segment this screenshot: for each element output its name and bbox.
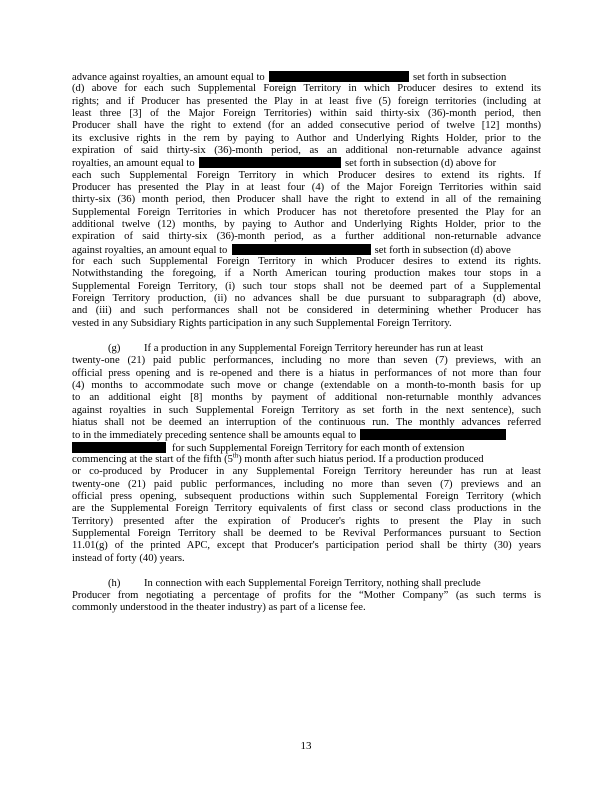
redaction-box bbox=[199, 157, 341, 168]
text-line: expiration of said thirty-six (36)-month period, as a further additional non-returnable advance bbox=[72, 231, 541, 242]
text-line: vested in any Subsidiary Rights participation in any such Supplemental Foreign Territory. bbox=[72, 318, 452, 329]
text-line: Foreign Territory production, (ii) no advances shall be due pursuant to subparagraph (d) above, bbox=[72, 293, 541, 304]
text-line: to an additional eight [8] months by payment of additional non-returnable monthly advances bbox=[72, 392, 541, 403]
text-line: Territory) presented after the expiration of Producer's rights to present the Play in such bbox=[72, 516, 541, 527]
redaction-box bbox=[72, 442, 166, 453]
text-line: twenty-one (21) paid public performances, including no more than seven (7) previews, with an bbox=[72, 355, 541, 366]
text-line: official press opening, subsequent productions within such Supplemental Foreign Territory (which bbox=[72, 491, 541, 502]
text-line: and (iii) and such performances shall not be considered in determining whether Producer has bbox=[72, 305, 541, 316]
subparagraph-label: (h) bbox=[108, 578, 121, 589]
text-line: commonly understood in the theater industry) as part of a license fee. bbox=[72, 602, 366, 613]
text-line: each such Supplemental Foreign Territory in which Producer desires to extend its rights. If bbox=[72, 170, 541, 181]
text-line: instead of forty (40) years. bbox=[72, 553, 185, 564]
text-line: against royalties in such Supplemental Foreign Territory as set forth in the next sentence), such bbox=[72, 405, 541, 416]
text-line: Supplemental Foreign Territory, (i) such tour stops shall not be deemed part of a Supplemental bbox=[72, 281, 541, 292]
subparagraph-label: (g) bbox=[108, 343, 121, 354]
text-line: for such Supplemental Foreign Territory for each month of extension bbox=[72, 442, 541, 455]
text-line: against royalties, an amount equal to set forth in subsection (d) above bbox=[72, 245, 511, 256]
text-line: expiration of said thirty-six (36)-month period, as an additional non-returnable advance against bbox=[72, 145, 541, 156]
text-line: rights; and if Producer has presented the Play in at least five (5) foreign territories (including at bbox=[72, 96, 541, 107]
text-line: or co-produced by Producer in any Supplemental Foreign Territory hereunder has run at least bbox=[72, 466, 541, 477]
page-number: 13 bbox=[300, 740, 312, 752]
text-line: royalties, an amount equal to set forth in subsection (d) above for bbox=[72, 158, 497, 169]
text-line: (d) above for each such Supplemental Foreign Territory in which Producer desires to extend its bbox=[72, 83, 541, 94]
text-line: additional twelve (12) months, by paying to Author and Underlying Rights Holder, prior to the bbox=[72, 219, 541, 230]
text-line: its exclusive rights in the rem by paying to Author and Underlying Rights Holder, prior to the bbox=[72, 133, 541, 144]
redaction-box bbox=[360, 429, 506, 440]
text-line: Supplemental Foreign Territories in which Producer has not theretofore presented the Play for an bbox=[72, 207, 541, 218]
text-line: advance against royalties, an amount equal to set forth in subsection bbox=[72, 72, 507, 83]
text-line: commencing at the start of the fifth (5th) month after such hiatus period. If a production produced bbox=[72, 452, 484, 465]
text-line: Producer shall have the right to extend (for an added consecutive period of twelve [12] months) bbox=[72, 120, 541, 131]
text-line: twenty-one (21) paid public performances, including no more than seven (7) previews and an bbox=[72, 479, 541, 490]
text-line: 11.01(g) of the printed APC, except that Producer's participation period shall be thirty (30) years bbox=[72, 540, 541, 551]
text-line: official press opening and is re-opened and there is a hiatus in performances of not more than four bbox=[72, 368, 541, 379]
text-line: are the Supplemental Foreign Territory equivalents of first class or second class productions in the bbox=[72, 503, 541, 514]
text-line: Notwithstanding the foregoing, if a North American touring production makes tour stops in a bbox=[72, 268, 541, 279]
text-line: Producer from negotiating a percentage of profits for the “Mother Company” (as such terms is bbox=[72, 590, 541, 601]
text-line: to in the immediately preceding sentence shall be amounts equal to bbox=[72, 429, 541, 442]
text-line: for each such Supplemental Foreign Territory in which Producer desires to extend its rights. bbox=[72, 256, 541, 267]
redaction-box bbox=[269, 71, 409, 82]
redaction-box bbox=[232, 244, 371, 255]
text-line: thirty-six (36) month period, then Producer shall have the right to extend in all of the remaining bbox=[72, 194, 541, 205]
text-line: least three [3] of the Major Foreign Territories) within said thirty-six (36)-month period, then bbox=[72, 108, 541, 119]
text-line: (g) If a production in any Supplemental Foreign Territory hereunder has run at least bbox=[108, 343, 484, 354]
text-line: hiatus shall not be deemed an interruption of the continuous run. The monthly advances referred bbox=[72, 417, 541, 428]
text-line: Producer has presented the Play in at least four (4) of the Major Foreign Territories within said bbox=[72, 182, 541, 193]
text-line: Supplemental Foreign Territory shall be deemed to be Revival Performances pursuant to Section bbox=[72, 528, 541, 539]
text-line: (4) months to accommodate such move or change (extendable on a month-to-month basis for up bbox=[72, 380, 541, 391]
text-line: (h) In connection with each Supplemental Foreign Territory, nothing shall preclude bbox=[108, 578, 481, 589]
